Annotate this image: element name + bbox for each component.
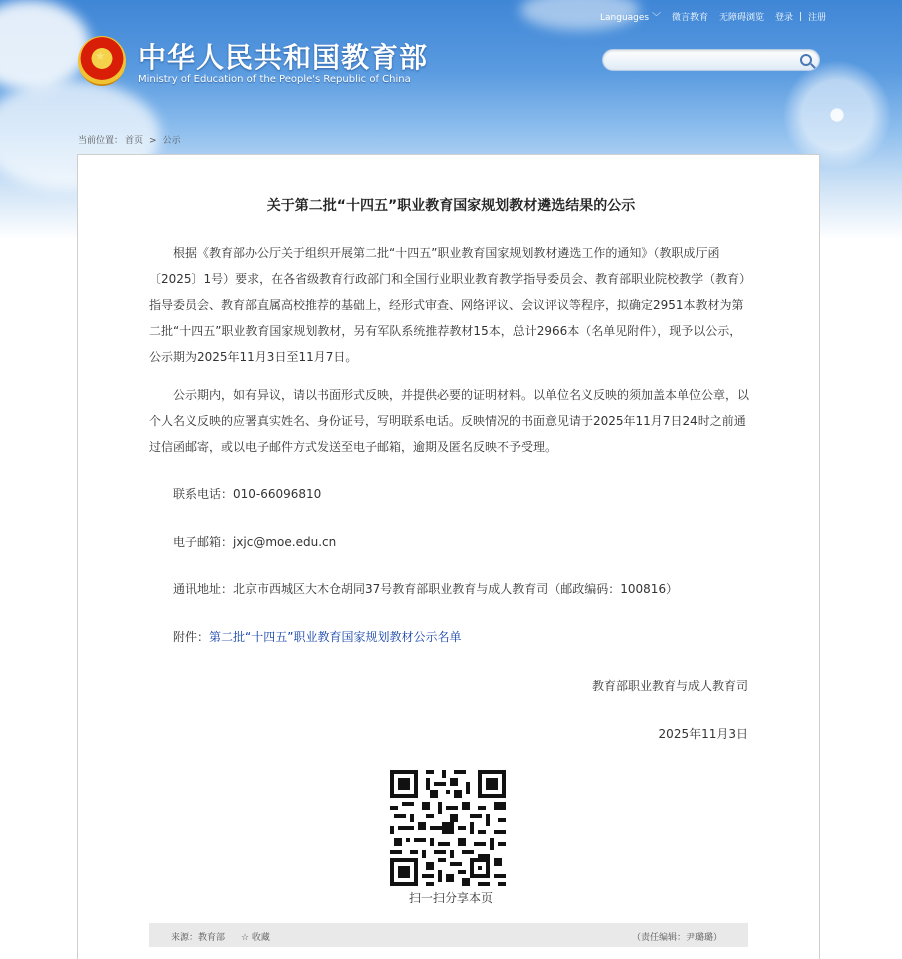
site-subtitle: Ministry of Education of the People's Republic of China <box>138 74 411 85</box>
accessibility-link[interactable]: 无障碍浏览 <box>718 13 764 23</box>
national-emblem-logo <box>78 36 126 86</box>
article-date: 2025年11月3日 <box>658 727 748 741</box>
weiyan-link[interactable]: 微言教育 <box>671 13 708 23</box>
breadcrumb-current[interactable]: 公示 <box>162 136 181 146</box>
attachment-line <box>173 628 461 645</box>
qr-caption: 扫一扫分享本页 <box>408 891 493 905</box>
search-icon[interactable] <box>800 54 812 66</box>
favorite-button[interactable]: ☆ 收藏 <box>241 933 270 943</box>
top-links <box>600 10 837 23</box>
link-separator: | <box>799 11 803 22</box>
article-title: 关于第二批“十四五”职业教育国家规划教材遴选结果的公示 <box>266 198 636 214</box>
contact-address: 通讯地址：北京市西城区大木仓胡同37号教育部职业教育与成人教育司（邮政编码：100816） <box>173 582 679 596</box>
breadcrumb-home[interactable]: 首页 <box>125 136 144 146</box>
attachment-label: 附件： <box>173 630 210 644</box>
breadcrumb-prefix: 当前位置： <box>78 136 124 146</box>
article-paragraph-2: 公示期内，如有异议，请以书面形式反映，并提供必要的证明材料。以单位名义反映的须加盖本单位公章，以个人名义反映的应署真实姓名、身份证号，写明联系电话。反映情况的书面意见请于2025年11月7日24时之前通过信函邮寄，或以电子邮件方式发送至电子邮箱，逾期及匿名反映不予受理。 <box>149 388 750 454</box>
chevron-right-icon: > <box>149 136 157 146</box>
contact-phone: 联系电话：010-66096810 <box>173 487 322 501</box>
languages-link[interactable]: Languages ﹀ <box>600 13 661 23</box>
qr-code <box>390 770 506 886</box>
editor-label: （责任编辑：尹璐璐） <box>631 933 722 943</box>
search-input[interactable] <box>613 53 793 67</box>
cloud-decoration <box>0 0 90 90</box>
contact-email: 电子邮箱：jxjc@moe.edu.cn <box>173 535 337 549</box>
article-paragraph-1: 根据《教育部办公厅关于组织开展第二批“十四五”职业教育国家规划教材遴选工作的通知》（教职成厅函〔2025〕1号）要求，在各省级教育行政部门和全国行业职业教育教学指导委员会、教育部职业院校教学（教育）指导委员会、教育部直属高校推荐的基础上，经形式审查、网络评议、会议评议等程序，拟确定2951本教材为第二批“十四五”职业教育国家规划教材，另有军队系统推荐教材15本，总计2966本（名单见附件），现予以公示，公示期为2025年11月3日至11月7日。 <box>149 246 746 364</box>
breadcrumb <box>78 133 187 146</box>
article-footer-bar <box>149 923 748 947</box>
site-title[interactable]: 中华人民共和国教育部 <box>138 41 429 74</box>
register-link[interactable]: 注册 <box>808 13 827 23</box>
login-link[interactable]: 登录 <box>775 13 794 23</box>
source-label: 来源：教育部 <box>171 933 226 943</box>
attachment-link[interactable]: 第二批“十四五”职业教育国家规划教材公示名单 <box>209 630 462 644</box>
signature: 教育部职业教育与成人教育司 <box>591 679 748 693</box>
search-box <box>602 49 820 71</box>
